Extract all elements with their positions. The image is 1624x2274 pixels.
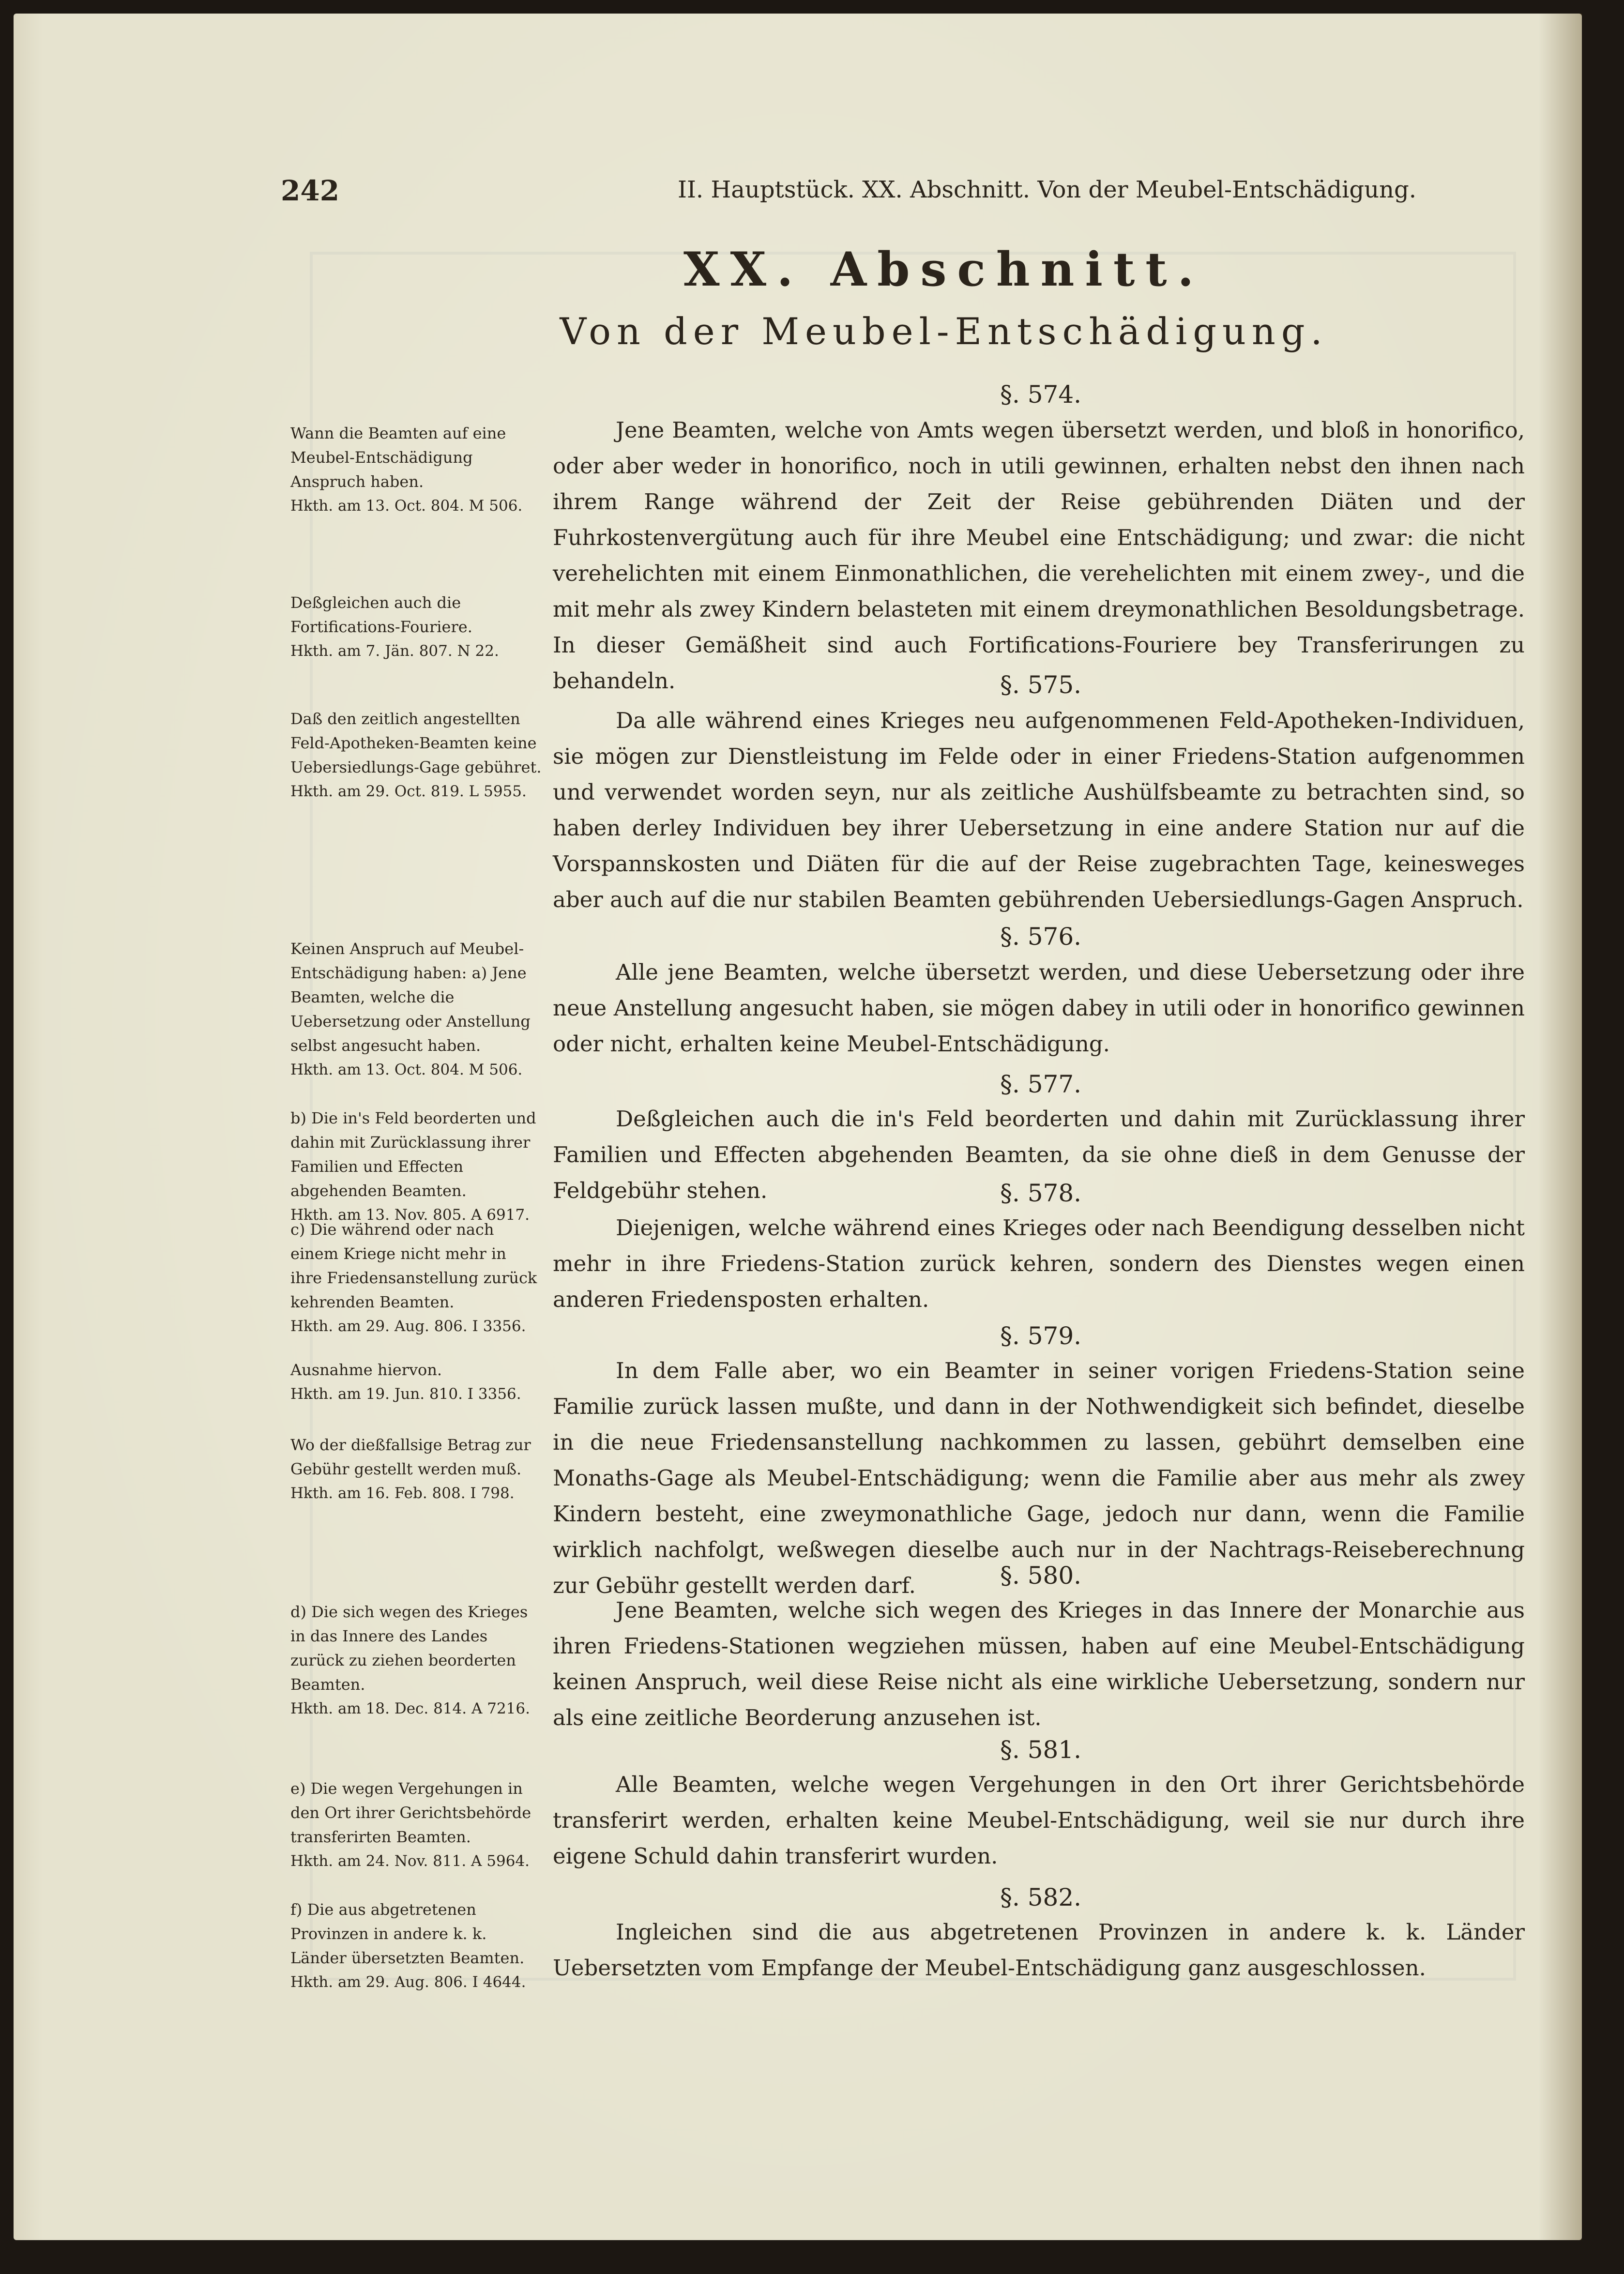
margin-note-text: Deßgleichen auch die Fortifications-Fouriere.	[290, 593, 472, 636]
section-paragraph: Deßgleichen auch die in's Feld beorderten und dahin mit Zurücklassung ihrer Familien und Effecten abgehenden Beamten, da sie ohne dieß in dem Genusse der Feldgebühr stehen.	[553, 1106, 1525, 1203]
section-paragraph: Diejenigen, welche während eines Krieges oder nach Beendigung desselben nicht mehr in ihre Friedens-Station zurück kehren, sondern des Dienstes wegen einen anderen Friedensposten erhalten.	[553, 1215, 1525, 1312]
section-paragraph: Jene Beamten, welche sich wegen des Krieges in das Innere der Monarchie aus ihren Friedens-Stationen wegziehen müssen, haben auf eine Meubel-Entschädigung keinen Anspruch, weil diese Reise nicht als eine wirkliche Uebersetzung, sondern nur als eine zeitliche Beorderung anzusehen ist.	[553, 1597, 1525, 1730]
margin-note	[290, 1217, 542, 1338]
running-head	[281, 174, 1525, 213]
section-paragraph: Jene Beamten, welche von Amts wegen übersetzt werden, und bloß in honorifico, oder aber weder in honorifico, noch in utili gewinnen, erhalten nebst den ihnen nach ihrem Range während der Zeit der Reise gebührenden Diäten und der Fuhrkostenvergütung auch für ihre Meubel eine Entschädigung; und zwar: die nicht verehelichten mit einem Einmonathlichen, die verehelichten mit einem zwey-, und die mit mehr als zwey Kindern belasteten mit einem dreymonathlichen Besoldungsbetrage. In dieser Gemäßheit sind auch Fortifications-Fouriere bey Transferirungen zu behandeln.	[553, 417, 1525, 694]
margin-note-reference: Hkth. am 19. Jun. 810. I 3356.	[290, 1385, 521, 1403]
page-gutter-shadow	[1538, 14, 1582, 2240]
margin-note-reference: Hkth. am 18. Dec. 814. A 7216.	[290, 1700, 530, 1717]
margin-note	[290, 421, 542, 518]
margin-note-text: Keinen Anspruch auf Meubel-Entschädigung haben: a) Jene Beamten, welche die Uebersetzung oder Anstellung selbst angesucht haben.	[290, 940, 531, 1055]
margin-note	[290, 937, 542, 1082]
section-paragraph: In dem Falle aber, wo ein Beamter in seiner vorigen Friedens-Station seine Familie zurück lassen mußte, und dann in der Nothwendigkeit sich befindet, dieselbe in die neue Friedensanstellung nachkommen zu lassen, gebührt demselben eine Monaths-Gage als Meubel-Entschädigung; wenn die Familie aber aus mehr als zwey Kindern besteht, eine zweymonathliche Gage, jedoch nur dann, wenn die Familie wirklich nachfolgt, weßwegen dieselbe auch nur in der Nachtrags-Reiseberechnung zur Gebühr gestellt werden darf.	[553, 1358, 1525, 1598]
margin-note-text: c) Die während oder nach einem Kriege nicht mehr in ihre Friedensanstellung zurück kehrenden Beamten.	[290, 1220, 537, 1311]
margin-note-text: f) Die aus abgetretenen Provinzen in andere k. k. Länder übersetzten Beamten.	[290, 1900, 525, 1967]
margin-note-reference: Hkth. am 24. Nov. 811. A 5964.	[290, 1852, 530, 1870]
margin-note-reference: Hkth. am 13. Nov. 805. A 6917.	[290, 1206, 530, 1224]
margin-note	[290, 1776, 542, 1873]
section-heading: §. 582.	[1000, 1883, 1082, 1911]
page-number: 242	[281, 174, 340, 207]
section-paragraph: Alle jene Beamten, welche übersetzt werden, und diese Uebersetzung oder ihre neue Anstellung angesucht haben, sie mögen dabey in utili oder in honorifico gewinnen oder nicht, erhalten keine Meubel-Entschädigung.	[553, 959, 1525, 1057]
chapter-title: XX. Abschnitt.	[683, 242, 1205, 297]
margin-note-reference: Hkth. am 29. Aug. 806. I 3356.	[290, 1318, 526, 1335]
section-heading: §. 579.	[1000, 1322, 1082, 1350]
running-title: II. Hauptstück. XX. Abschnitt. Von der Meubel-Entschädigung.	[678, 176, 1416, 203]
margin-note-text: d) Die sich wegen des Krieges in das Innere des Landes zurück zu ziehen beorderten Beamten.	[290, 1603, 528, 1694]
margin-note	[290, 1600, 542, 1721]
margin-note-reference: Hkth. am 29. Oct. 819. L 5955.	[290, 783, 527, 800]
margin-note-reference: Hkth. am 16. Feb. 808. I 798.	[290, 1485, 515, 1502]
section-heading: §. 576.	[1000, 923, 1082, 951]
section-heading: §. 581.	[1000, 1736, 1082, 1764]
margin-note	[290, 1358, 542, 1406]
margin-note-reference: Hkth. am 7. Jän. 807. N 22.	[290, 642, 499, 660]
section-paragraph: Da alle während eines Krieges neu aufgenommenen Feld-Apotheken-Individuen, sie mögen zur Dienstleistung im Felde oder in einer Friedens-Station aufgenommen und verwendet worden seyn, nur als zeitliche Aushülfsbeamte zu betrachten sind, so haben derley Individuen bey ihrer Uebersetzung in eine andere Station nur auf die Vorspannskosten und Diäten für die auf der Reise zugebrachten Tage, keinesweges aber auch auf die nur stabilen Beamten gebührenden Uebersiedlungs-Gagen Anspruch.	[553, 708, 1525, 912]
margin-note	[290, 1897, 542, 1994]
section-paragraph: Alle Beamten, welche wegen Vergehungen in den Ort ihrer Gerichtsbehörde transferirt werden, erhalten keine Meubel-Entschädigung, weil sie nur durch ihre eigene Schuld dahin transferirt wurden.	[553, 1772, 1525, 1869]
section-heading: §. 577.	[1000, 1070, 1082, 1098]
margin-note	[290, 1433, 542, 1505]
margin-note	[290, 591, 542, 663]
margin-note-text: Wo der dießfallsige Betrag zur Gebühr gestellt werden muß.	[290, 1436, 531, 1478]
section-paragraph: Ingleichen sind die aus abgetretenen Provinzen in andere k. k. Länder Uebersetzten vom Empfange der Meubel-Entschädigung ganz ausgeschlossen.	[553, 1919, 1525, 1981]
chapter-subtitle: Von der Meubel-Entschädigung.	[560, 310, 1328, 353]
margin-note-text: b) Die in's Feld beorderten und dahin mit Zurücklassung ihrer Familien und Effecten abgehenden Beamten.	[290, 1109, 536, 1200]
section-heading: §. 575.	[1000, 671, 1082, 699]
margin-note-text: Daß den zeitlich angestellten Feld-Apotheken-Beamten keine Uebersiedlungs-Gage gebühret.	[290, 710, 542, 776]
margin-note	[290, 707, 542, 803]
margin-note-text: Wann die Beamten auf eine Meubel-Entschädigung Anspruch haben.	[290, 424, 506, 491]
margin-note-reference: Hkth. am 13. Oct. 804. M 506.	[290, 497, 523, 515]
section-heading: §. 580.	[1000, 1561, 1082, 1590]
section-heading: §. 574.	[1000, 380, 1082, 409]
margin-note-text: e) Die wegen Vergehungen in den Ort ihrer Gerichtsbehörde transferirten Beamten.	[290, 1779, 531, 1846]
margin-note	[290, 1106, 542, 1227]
margin-note-reference: Hkth. am 13. Oct. 804. M 506.	[290, 1061, 523, 1078]
margin-note-reference: Hkth. am 29. Aug. 806. I 4644.	[290, 1973, 526, 1991]
margin-note-text: Ausnahme hiervon.	[290, 1361, 442, 1379]
section-heading: §. 578.	[1000, 1179, 1082, 1207]
